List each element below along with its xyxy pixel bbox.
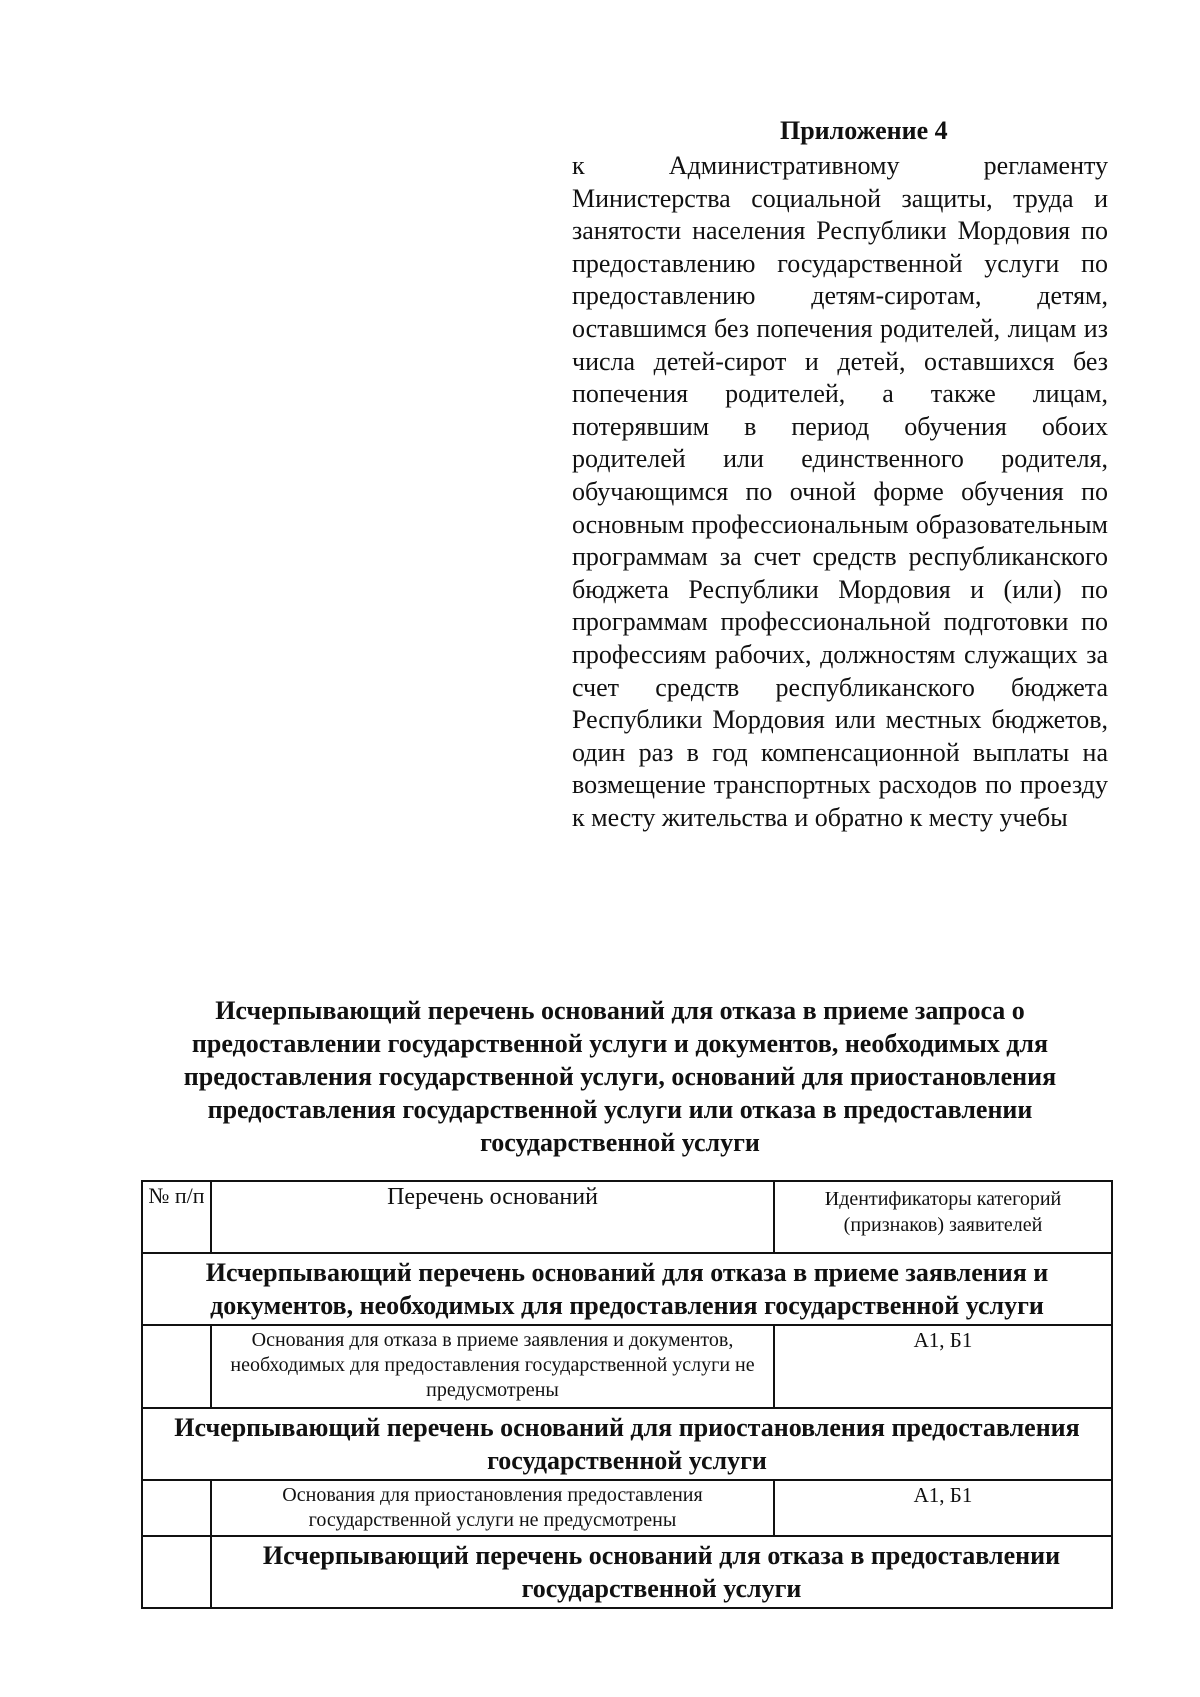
section-title-refusal-acceptance: Исчерпывающий перечень оснований для отказа в приеме заявления и документов, необходимых для предоставления государственной услуги [142,1253,1112,1325]
section-header-row [142,1536,1112,1608]
table-row [142,1325,1112,1408]
row-number [142,1480,211,1536]
section-header-row [142,1253,1112,1325]
appendix-title: Приложение 4 [780,116,948,145]
section-header-row [142,1408,1112,1480]
row-number [142,1536,211,1608]
header-identifiers: Идентификаторы категорий (признаков) заявителей [774,1181,1112,1253]
section-title-refusal-provision: Исчерпывающий перечень оснований для отказа в предоставлении государственной услуги [211,1536,1112,1608]
row-grounds-text: Основания для приостановления предоставления государственной услуги не предусмотрены [211,1480,774,1536]
header-number: № п/п [142,1181,211,1253]
table-row [142,1480,1112,1536]
row-identifiers: А1, Б1 [774,1325,1112,1408]
table-header-row [142,1181,1112,1253]
row-identifiers: А1, Б1 [774,1480,1112,1536]
grounds-table [141,1180,1113,1609]
section-title-suspension: Исчерпывающий перечень оснований для приостановления предоставления государственной услуги [142,1408,1112,1480]
header-grounds: Перечень оснований [211,1181,774,1253]
row-grounds-text: Основания для отказа в приеме заявления и документов, необходимых для предоставления государственной услуги не предусмотрены [211,1325,774,1408]
appendix-reference-text: к Административному регламенту Министерства социальной защиты, труда и занятости населения Республики Мордовия по предоставлению государственной услуги по предоставлению детям-сиротам, детям, оставшимся без попечения родителей, лицам из числа детей-сирот и детей, оставшихся без попечения родителей, а также лицам, потерявшим в период обучения обоих родителей или единственного родителя, обучающимся по очной форме обучения по основным профессиональным образовательным программам за счет средств республиканского бюджета Республики Мордовия и (или) по программам профессиональной подготовки по профессиям рабочих, должностям служащих за счет средств республиканского бюджета Республики Мордовия или местных бюджетов, один раз в год компенсационной выплаты на возмещение транспортных расходов по проезду к месту жительства и обратно к месту учебы [572,151,1108,832]
document-title: Исчерпывающий перечень оснований для отказа в приеме запроса о предоставлении государственной услуги и документов, необходимых для предоставления государственной услуги, оснований для приостановления предоставления государственной услуги или отказа в предоставлении государственной услуги [183,996,1057,1157]
row-number [142,1325,211,1408]
